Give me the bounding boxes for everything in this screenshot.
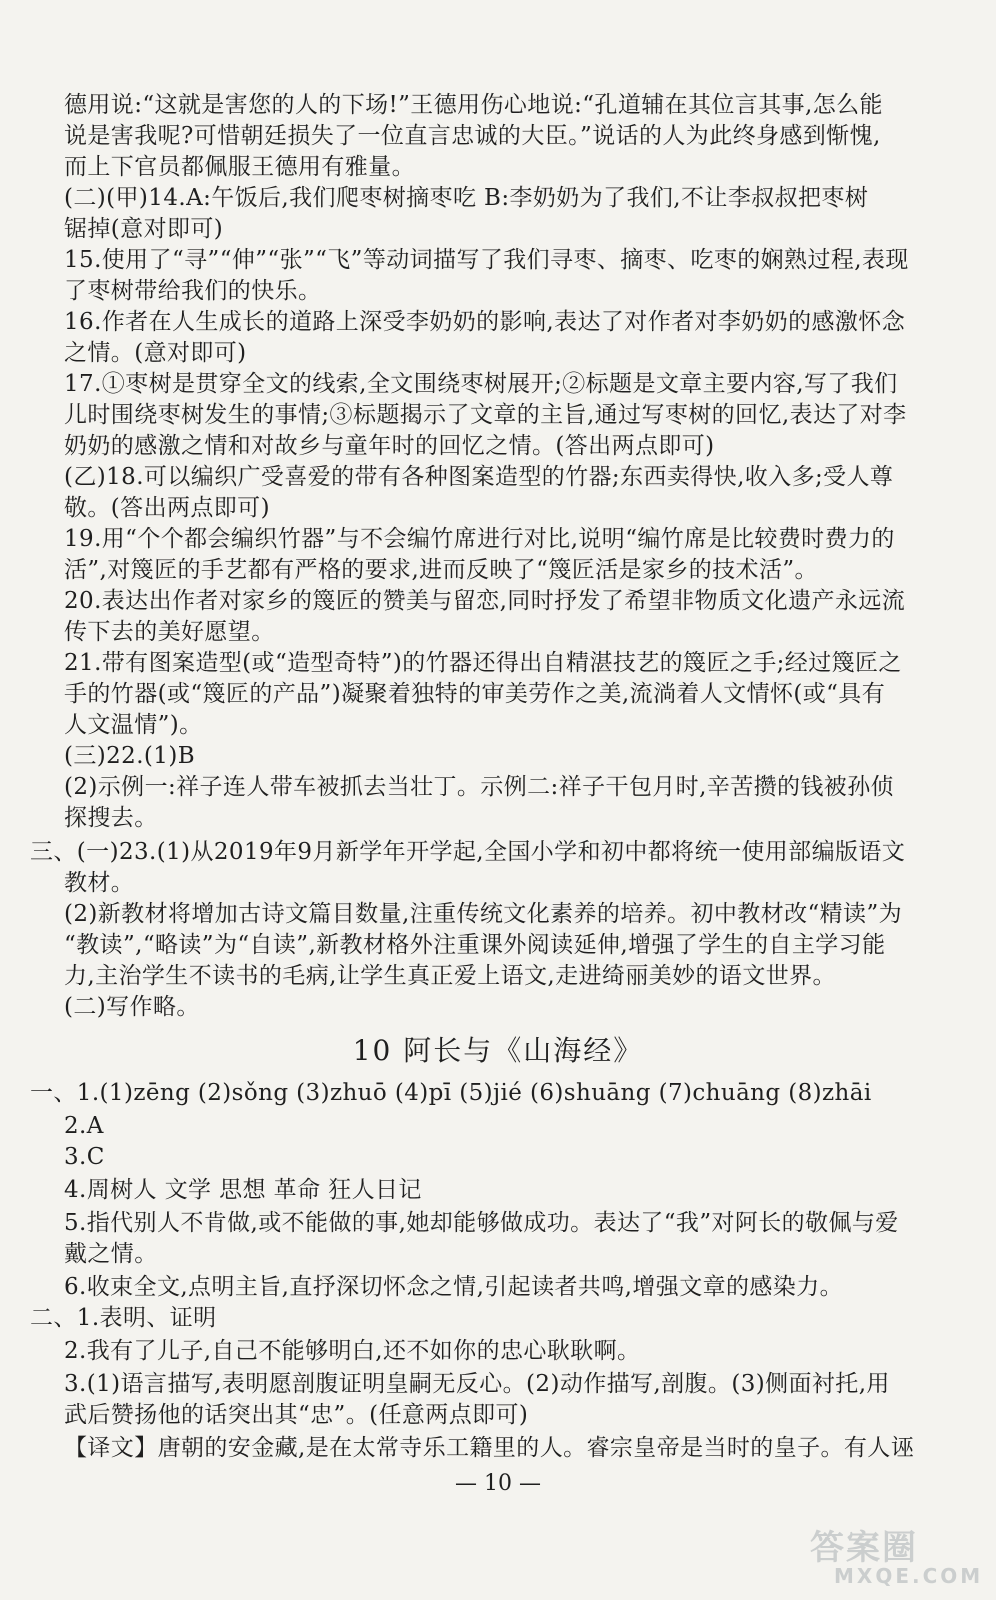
text-line: (2)新教材将增加古诗文篇目数量,注重传统文化素养的培养。初中教材改“精读”为 bbox=[64, 901, 903, 927]
text-line: 探搜去。 bbox=[64, 805, 158, 831]
text-line: (三)22.(1)B bbox=[64, 743, 196, 769]
text-line: 而上下官员都佩服王德用有雅量。 bbox=[64, 154, 415, 180]
text-line: (二)写作略。 bbox=[64, 994, 200, 1020]
text-line: 2.我有了儿子,自己不能够明白,还不如你的忠心耿耿啊。 bbox=[64, 1338, 641, 1364]
text-line: 二、1.表明、证明 bbox=[30, 1305, 217, 1331]
text-line: 4.周树人 文学 思想 革命 狂人日记 bbox=[64, 1177, 422, 1203]
text-line: 了枣树带给我们的快乐。 bbox=[64, 278, 322, 304]
watermark-logo bbox=[810, 1520, 984, 1592]
text-line: 力,主治学生不读书的毛病,让学生真正爱上语文,走进绮丽美妙的语文世界。 bbox=[64, 963, 836, 989]
text-line: (2)示例一:祥子连人带车被抓去当壮丁。示例二:祥子干包月时,辛苦攒的钱被孙侦 bbox=[64, 774, 894, 800]
text-line: 15.使用了“寻”“伸”“张”“飞”等动词描写了我们寻枣、摘枣、吃枣的娴熟过程,表现 bbox=[64, 247, 909, 273]
text-line: 6.收束全文,点明主旨,直抒深切怀念之情,引起读者共鸣,增强文章的感染力。 bbox=[64, 1274, 843, 1300]
text-line: 三、(一)23.(1)从2019年9月新学年开学起,全国小学和初中都将统一使用部编版语文 bbox=[30, 839, 906, 865]
text-line: 锯掉(意对即可) bbox=[64, 216, 224, 242]
text-line: 戴之情。 bbox=[64, 1241, 158, 1267]
text-line: 5.指代别人不肯做,或不能做的事,她却能够做成功。表达了“我”对阿长的敬佩与爱 bbox=[64, 1210, 899, 1236]
watermark-text-top: 答案圈 bbox=[810, 1528, 918, 1568]
section-title: 10 阿长与《山海经》 bbox=[352, 1034, 644, 1067]
text-line: 说是害我呢?可惜朝廷损失了一位直言忠诚的大臣。”说话的人为此终身感到惭愧, bbox=[64, 123, 881, 149]
page-number: — 10 — bbox=[455, 1471, 541, 1496]
text-line: 德用说:“这就是害您的人的下场!”王德用伤心地说:“孔道辅在其位言其事,怎么能 bbox=[64, 92, 883, 118]
text-line: 奶奶的感激之情和对故乡与童年时的回忆之情。(答出两点即可) bbox=[64, 433, 715, 459]
text-line: 19.用“个个都会编织竹器”与不会编竹席进行对比,说明“编竹席是比较费时费力的 bbox=[64, 526, 895, 552]
text-line: 教材。 bbox=[64, 870, 135, 896]
text-line: 17.①枣树是贯穿全文的线索,全文围绕枣树展开;②标题是文章主要内容,写了我们 bbox=[64, 371, 898, 397]
text-line: 21.带有图案造型(或“造型奇特”)的竹器还得出自精湛技艺的篾匠之手;经过篾匠之 bbox=[64, 650, 902, 676]
text-line: 敬。(答出两点即可) bbox=[64, 495, 270, 521]
text-line: 手的竹器(或“篾匠的产品”)凝聚着独特的审美劳作之美,流淌着人文情怀(或“具有 bbox=[64, 681, 886, 707]
text-line: 之情。(意对即可) bbox=[64, 340, 247, 366]
text-line: 一、1.(1)zēng (2)sǒng (3)zhuō (4)pī (5)jié (6)shuāng (7)chuāng (8)zhāi bbox=[30, 1080, 872, 1106]
watermark-text-bottom: MXQE.COM bbox=[834, 1564, 984, 1588]
text-line: 3.(1)语言描写,表明愿剖腹证明皇嗣无反心。(2)动作描写,剖腹。(3)侧面衬托,用 bbox=[64, 1371, 890, 1397]
text-line: 儿时围绕枣树发生的事情;③标题揭示了文章的主旨,通过写枣树的回忆,表达了对李 bbox=[64, 402, 907, 428]
text-line: 3.C bbox=[64, 1144, 105, 1170]
text-line: 传下去的美好愿望。 bbox=[64, 619, 275, 645]
text-line: 16.作者在人生成长的道路上深受李奶奶的影响,表达了对作者对李奶奶的感激怀念 bbox=[64, 309, 906, 335]
text-line: 【译文】唐朝的安金藏,是在太常寺乐工籍里的人。睿宗皇帝是当时的皇子。有人诬 bbox=[64, 1435, 915, 1461]
text-line: 人文温情”)。 bbox=[64, 712, 203, 738]
text-line: (乙)18.可以编织广受喜爱的带有各种图案造型的竹器;东西卖得快,收入多;受人尊 bbox=[64, 464, 894, 490]
text-line: 活”,对篾匠的手艺都有严格的要求,进而反映了“篾匠活是家乡的技术活”。 bbox=[64, 557, 818, 583]
text-line: 20.表达出作者对家乡的篾匠的赞美与留恋,同时抒发了希望非物质文化遗产永远流 bbox=[64, 588, 906, 614]
text-line: 2.A bbox=[64, 1113, 104, 1139]
text-line: (二)(甲)14.A:午饭后,我们爬枣树摘枣吃 B:李奶奶为了我们,不让李叔叔把枣树 bbox=[64, 185, 869, 211]
text-line: 武后赞扬他的话突出其“忠”。(任意两点即可) bbox=[64, 1402, 529, 1428]
text-line: “教读”,“略读”为“自读”,新教材格外注重课外阅读延伸,增强了学生的自主学习能 bbox=[64, 932, 886, 958]
